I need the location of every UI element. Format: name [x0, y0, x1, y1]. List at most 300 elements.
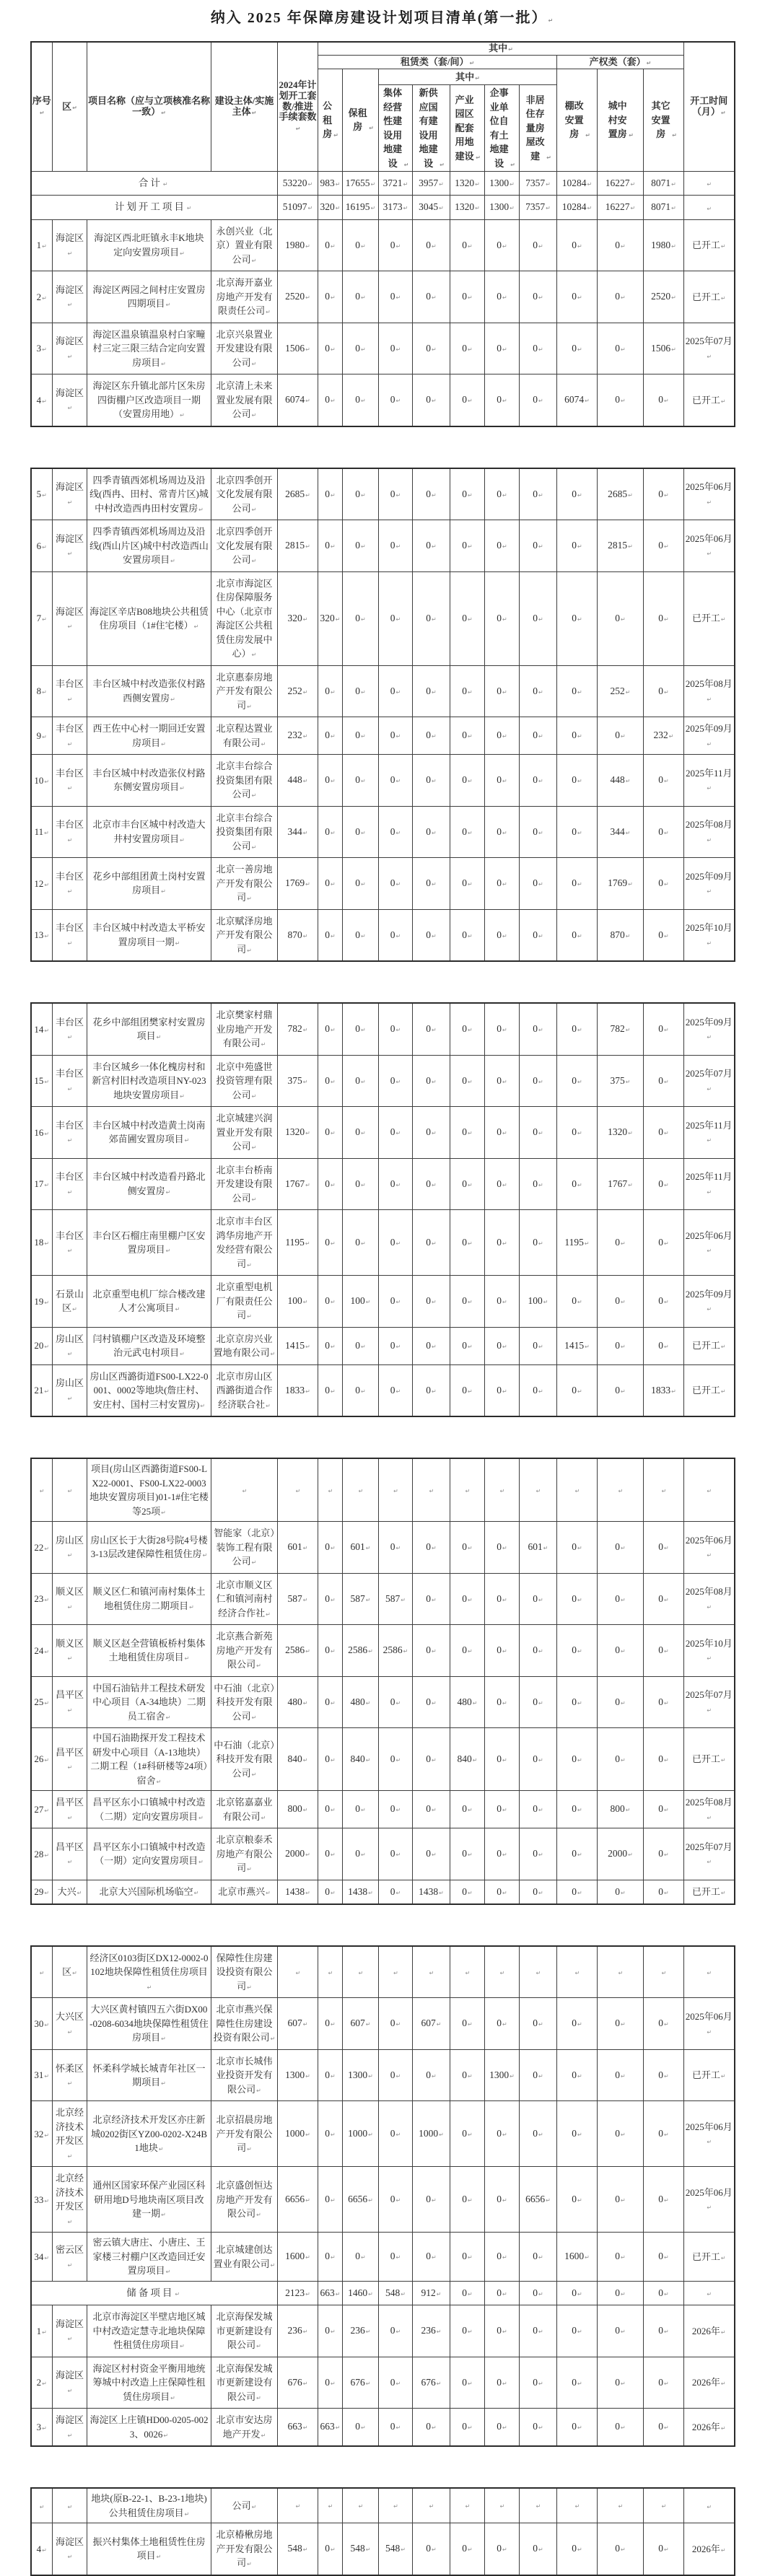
start-time: 2025年06月↵: [684, 1998, 735, 2050]
val-nonresidential-reno: 0↵: [520, 1676, 557, 1728]
val-industrial-park: 0↵: [450, 2167, 485, 2233]
val-affordable-rental: 0↵: [343, 271, 379, 323]
val-industrial-park: 0↵: [450, 520, 485, 572]
paragraph-mark: ↵: [361, 932, 366, 939]
builder-name: 北京市丰台区鸿华房地产开发经营有限公司↵: [211, 1210, 278, 1276]
paragraph-mark: ↵: [671, 1388, 676, 1395]
builder-name: 北京招晨房地产开发有限公司↵: [211, 2101, 278, 2167]
paragraph-mark: ↵: [499, 1969, 505, 1976]
paragraph-mark: ↵: [468, 1807, 473, 1814]
start-time: [684, 2281, 735, 2305]
paragraph-mark: ↵: [156, 2554, 162, 2561]
paragraph-mark: ↵: [621, 294, 626, 302]
paragraph-mark: ↵: [403, 181, 408, 188]
val-new-state-land: 0↵: [413, 909, 450, 961]
val-plan-2024: 870↵: [278, 909, 318, 961]
paragraph-mark: ↵: [295, 2503, 301, 2510]
paragraph-mark: ↵: [468, 1240, 473, 1247]
paragraph-mark: ↵: [305, 1240, 310, 1247]
paragraph-mark: ↵: [361, 778, 366, 785]
paragraph-mark: ↵: [368, 2072, 373, 2080]
val-industrial-park: 1320↵: [450, 196, 485, 219]
paragraph-mark: ↵: [365, 1756, 371, 1764]
paragraph-mark: ↵: [403, 205, 408, 212]
table-row: [31, 1728, 735, 1791]
project-name: 丰台区城中村改造黄土岗南郊苗圃安置房项目↵: [87, 1107, 211, 1159]
paragraph-mark: ↵: [72, 1306, 77, 1313]
start-time: 2025年07月↵: [684, 1828, 735, 1880]
val-enterprise-land: 0↵: [485, 1210, 520, 1276]
table-row: [31, 1573, 735, 1625]
paragraph-mark: ↵: [538, 2132, 543, 2139]
paragraph-mark: ↵: [664, 1181, 669, 1188]
paragraph-mark: ↵: [403, 161, 409, 168]
paragraph-mark: ↵: [395, 1388, 401, 1395]
paragraph-mark: ↵: [668, 733, 674, 740]
builder-name: 北京赋泽房地产开发有限公司↵: [211, 909, 278, 961]
table-row: [31, 2488, 735, 2523]
paragraph-mark: ↵: [499, 1487, 505, 1494]
paragraph-mark: ↵: [261, 2432, 266, 2439]
project-name: 北京经济技术开发区亦庄新城0202街区YZ00-0202-X24B1地块↵: [87, 2101, 211, 2167]
val-new-state-land: 607↵: [413, 1998, 450, 2050]
row-serial: 6↵: [31, 520, 53, 572]
paragraph-mark: ↵: [395, 1852, 401, 1859]
paragraph-mark: ↵: [302, 1699, 308, 1707]
val-collective-land: 3173↵: [379, 196, 413, 219]
val-plan-2024: 840↵: [278, 1728, 318, 1791]
paragraph-mark: ↵: [180, 785, 185, 792]
paragraph-mark: ↵: [468, 2546, 473, 2554]
paragraph-mark: ↵: [335, 205, 341, 212]
val-public-rental: 0↵: [318, 2101, 343, 2167]
paragraph-mark: ↵: [577, 543, 582, 551]
paragraph-mark: ↵: [302, 2329, 308, 2336]
table-row: [31, 1676, 735, 1728]
paragraph-mark: ↵: [621, 1299, 626, 1306]
paragraph-mark: ↵: [468, 1027, 473, 1034]
paragraph-mark: ↵: [468, 2424, 473, 2432]
paragraph-mark: ↵: [625, 1807, 631, 1814]
val-shantytown-resettle: 0↵: [557, 323, 598, 374]
table-row: [31, 271, 735, 323]
paragraph-mark: ↵: [439, 1889, 444, 1896]
val-collective-land: 0↵: [379, 1158, 413, 1210]
val-industrial-park: 0↵: [450, 1880, 485, 1904]
paragraph-mark: ↵: [44, 1700, 50, 1707]
paragraph-mark: ↵: [365, 1299, 371, 1306]
paragraph-mark: ↵: [42, 492, 47, 499]
paragraph-mark: ↵: [395, 932, 401, 939]
val-public-rental: 0↵: [318, 1728, 343, 1791]
project-name: 顺义区赵全营镇板桥村集体土地租赁住房项目↵: [87, 1625, 211, 1677]
val-new-state-land: [413, 1458, 450, 1522]
paragraph-mark: ↵: [707, 1814, 712, 1821]
paragraph-mark: ↵: [251, 1559, 257, 1567]
val-shantytown-resettle: 0↵: [557, 1364, 598, 1416]
paragraph-mark: ↵: [502, 491, 507, 499]
project-name: 中国石油钻井工程技术研发中心项目（A-34地块）二期员工宿舍↵: [87, 1676, 211, 1728]
val-shantytown-resettle: 0↵: [557, 468, 598, 520]
paragraph-mark: ↵: [44, 1344, 50, 1351]
val-enterprise-land: 0↵: [485, 1791, 520, 1828]
paragraph-mark: ↵: [247, 1261, 252, 1269]
val-nonresidential-reno: 0↵: [520, 2409, 557, 2447]
val-other-resettle: 0↵: [644, 2101, 684, 2167]
table-row: [31, 858, 735, 910]
val-affordable-rental: 480↵: [343, 1676, 379, 1728]
row-serial: 7↵: [31, 571, 53, 665]
val-new-state-land: 0↵: [413, 374, 450, 426]
paragraph-mark: ↵: [161, 888, 166, 895]
col-urban-village-resettle: 城中村安置房 ↵: [598, 69, 644, 172]
paragraph-mark: ↵: [538, 1699, 543, 1707]
start-time: 已开工↵: [684, 571, 735, 665]
val-new-state-land: 0↵: [413, 2233, 450, 2282]
paragraph-mark: ↵: [432, 1299, 437, 1306]
paragraph-mark: ↵: [661, 2503, 667, 2510]
val-collective-land: 0↵: [379, 2167, 413, 2233]
val-enterprise-land: 0↵: [485, 1107, 520, 1159]
val-industrial-park: 0↵: [450, 1158, 485, 1210]
paragraph-mark: ↵: [720, 2329, 726, 2336]
paragraph-mark: ↵: [67, 1188, 73, 1196]
val-urban-village-resettle: 0↵: [598, 323, 644, 374]
paragraph-mark: ↵: [538, 346, 543, 353]
paragraph-mark: ↵: [543, 1299, 548, 1306]
paragraph-mark: ↵: [664, 615, 669, 623]
val-shantytown-resettle: 0↵: [557, 1276, 598, 1328]
paragraph-mark: ↵: [468, 1343, 473, 1350]
paragraph-mark: ↵: [67, 1351, 73, 1358]
paragraph-mark: ↵: [335, 2290, 341, 2297]
paragraph-mark: ↵: [361, 242, 366, 250]
project-name: 昌平区东小口镇城中村改造（一期）定向安置房项目↵: [87, 1828, 211, 1880]
val-collective-land: 0↵: [379, 1276, 413, 1328]
paragraph-mark: ↵: [661, 1969, 667, 1976]
val-industrial-park: 0↵: [450, 1573, 485, 1625]
val-new-state-land: [413, 2488, 450, 2523]
val-public-rental: 0↵: [318, 1998, 343, 2050]
paragraph-mark: ↵: [295, 1487, 301, 1494]
val-other-resettle: 0↵: [644, 909, 684, 961]
paragraph-mark: ↵: [465, 1969, 471, 1976]
paragraph-mark: ↵: [707, 2139, 712, 2146]
val-shantytown-resettle: 0↵: [557, 2409, 598, 2447]
builder-name: 北京市海淀区住房保障服务中心（北京市海淀区公共租赁住房发展中心）↵: [211, 571, 278, 665]
paragraph-mark: ↵: [468, 733, 473, 740]
val-plan-2024: 607↵: [278, 1998, 318, 2050]
paragraph-mark: ↵: [625, 688, 631, 696]
paragraph-mark: ↵: [44, 1182, 50, 1189]
paragraph-mark: ↵: [546, 154, 551, 161]
paragraph-mark: ↵: [361, 1343, 366, 1350]
document-body: [0, 41, 765, 2576]
val-nonresidential-reno: 0↵: [520, 520, 557, 572]
paragraph-mark: ↵: [180, 2343, 185, 2350]
paragraph-mark: ↵: [538, 881, 543, 888]
val-nonresidential-reno: 0↵: [520, 1107, 557, 1159]
paragraph-mark: ↵: [331, 1545, 336, 1552]
paragraph-mark: ↵: [44, 1388, 50, 1396]
builder-name: 北京京房兴业置地有限公司↵: [211, 1327, 278, 1364]
val-plan-2024: 375↵: [278, 1055, 318, 1107]
project-name: 花乡中部组团樊家村安置房项目↵: [87, 1003, 211, 1055]
table-row: [31, 1946, 735, 1998]
paragraph-mark: ↵: [628, 1852, 633, 1859]
paragraph-mark: ↵: [251, 1771, 257, 1778]
paragraph-mark: ↵: [361, 294, 366, 302]
table-segment-4: [30, 1458, 735, 1905]
paragraph-mark: ↵: [664, 881, 669, 888]
project-name: 花乡中部组团黄土岗村安置房项目↵: [87, 858, 211, 910]
paragraph-mark: ↵: [468, 881, 473, 888]
paragraph-mark: ↵: [436, 2290, 442, 2297]
paragraph-mark: ↵: [538, 2546, 543, 2554]
paragraph-mark: ↵: [502, 242, 507, 250]
paragraph-mark: ↵: [302, 1596, 308, 1603]
val-enterprise-land: [485, 2488, 520, 2523]
paragraph-mark: ↵: [331, 2197, 336, 2204]
builder-name: 中石油（北京）科技开发有限公司↵: [211, 1676, 278, 1728]
paragraph-mark: ↵: [395, 778, 401, 785]
table-row: [31, 2305, 735, 2357]
val-nonresidential-reno: 0↵: [520, 858, 557, 910]
paragraph-mark: ↵: [305, 1889, 310, 1896]
val-other-resettle: 1980↵: [644, 219, 684, 271]
paragraph-mark: ↵: [432, 543, 437, 551]
project-name: 密云镇大唐庄、小唐庄、王家楼三村棚户区改造回迁安置房项目↵: [87, 2233, 211, 2282]
col-start-time: 开工时间（月）↵: [684, 42, 735, 172]
row-serial: 3↵: [31, 323, 53, 374]
val-urban-village-resettle: 0↵: [598, 219, 644, 271]
val-affordable-rental: 0↵: [343, 468, 379, 520]
paragraph-mark: ↵: [546, 181, 551, 188]
val-plan-2024: 320↵: [278, 571, 318, 665]
paragraph-mark: ↵: [331, 398, 336, 405]
val-other-resettle: 0↵: [644, 858, 684, 910]
start-time: 2025年10月↵: [684, 1625, 735, 1677]
val-public-rental: 983↵: [318, 172, 343, 196]
paragraph-mark: ↵: [39, 110, 45, 117]
row-district: [53, 1458, 87, 1522]
paragraph-mark: ↵: [577, 1130, 582, 1137]
paragraph-mark: ↵: [432, 1596, 437, 1603]
paragraph-mark: ↵: [468, 1889, 473, 1896]
project-name: 中国石油勘探开发工程技术研发中心项目（A-13地块）二期工程（1#科研楼等24项）宿舍↵: [87, 1728, 211, 1791]
val-shantytown-resettle: 0↵: [557, 2357, 598, 2409]
paragraph-mark: ↵: [546, 2197, 551, 2204]
val-plan-2024: 344↵: [278, 806, 318, 858]
val-collective-land: 2586↵: [379, 1625, 413, 1677]
builder-name: 北京海保发城市更新建设有限公司↵: [211, 2357, 278, 2409]
val-urban-village-resettle: 0↵: [598, 2305, 644, 2357]
project-name: 四季青镇西郊机场周边及沿线(西冉、田村、常青片区)城中村改造西冉田村安置房↵: [87, 468, 211, 520]
paragraph-mark: ↵: [538, 615, 543, 623]
paragraph-mark: ↵: [67, 1707, 73, 1714]
paragraph-mark: ↵: [664, 2254, 669, 2261]
paragraph-mark: ↵: [468, 1388, 473, 1395]
table-row: [31, 468, 735, 520]
paragraph-mark: ↵: [395, 1889, 401, 1896]
paragraph-mark: ↵: [476, 154, 481, 161]
paragraph-mark: ↵: [395, 242, 401, 250]
paragraph-mark: ↵: [664, 2290, 669, 2297]
row-district: 海淀区↵: [53, 2305, 87, 2357]
paragraph-mark: ↵: [361, 1181, 366, 1188]
row-serial: 5↵: [31, 468, 53, 520]
paragraph-mark: ↵: [664, 1807, 669, 1814]
val-plan-2024: 1438↵: [278, 1880, 318, 1904]
paragraph-mark: ↵: [538, 1648, 543, 1655]
builder-name: 北京重型电机厂有限责任公司↵: [211, 1276, 278, 1328]
paragraph-mark: ↵: [67, 623, 73, 631]
val-shantytown-resettle: 0↵: [557, 717, 598, 755]
paragraph-mark: ↵: [510, 2072, 515, 2080]
val-nonresidential-reno: 6656↵: [520, 2167, 557, 2233]
paragraph-mark: ↵: [707, 1552, 712, 1559]
paragraph-mark: ↵: [186, 205, 194, 212]
val-shantytown-resettle: 0↵: [557, 2101, 598, 2167]
paragraph-mark: ↵: [707, 1603, 712, 1611]
start-time: 2026年↵: [684, 2523, 735, 2575]
table-row: [31, 2409, 735, 2447]
val-new-state-land: 3045↵: [413, 196, 450, 219]
val-plan-2024: 1980↵: [278, 219, 318, 271]
paragraph-mark: ↵: [361, 543, 366, 551]
start-time: [684, 196, 735, 219]
paragraph-mark: ↵: [161, 360, 166, 367]
start-time: 2026年↵: [684, 2305, 735, 2357]
val-nonresidential-reno: 0↵: [520, 374, 557, 426]
paragraph-mark: ↵: [502, 1545, 507, 1552]
row-serial: 21↵: [31, 1364, 53, 1416]
val-public-rental: 0↵: [318, 717, 343, 755]
val-enterprise-land: 0↵: [485, 665, 520, 717]
paragraph-mark: ↵: [618, 1969, 624, 1976]
table-row: [31, 520, 735, 572]
val-industrial-park: 0↵: [450, 2233, 485, 2282]
paragraph-mark: ↵: [621, 2072, 626, 2080]
val-new-state-land: 1438↵: [413, 1880, 450, 1904]
row-serial: 8↵: [31, 665, 53, 717]
paragraph-mark: ↵: [67, 2554, 73, 2561]
paragraph-mark: ↵: [621, 2197, 626, 2204]
paragraph-mark: ↵: [335, 181, 341, 188]
project-name: 丰台区城乡一体化槐房村和新宫村旧村改造项目NY-023地块安置房项目↵: [87, 1055, 211, 1107]
val-nonresidential-reno: 0↵: [520, 2357, 557, 2409]
paragraph-mark: ↵: [305, 2132, 310, 2139]
val-other-resettle: 0↵: [644, 1522, 684, 1574]
val-collective-land: 0↵: [379, 755, 413, 807]
paragraph-mark: ↵: [577, 1807, 582, 1814]
paragraph-mark: ↵: [42, 2329, 47, 2336]
paragraph-mark: ↵: [577, 2132, 582, 2139]
project-name: 昌平区东小口镇城中村改造（二期）定向安置房项目↵: [87, 1791, 211, 1828]
val-urban-village-resettle: 0↵: [598, 1625, 644, 1677]
paragraph-mark: ↵: [256, 2087, 261, 2094]
val-nonresidential-reno: 0↵: [520, 1728, 557, 1791]
paragraph-mark: ↵: [44, 1545, 50, 1552]
row-serial: 4↵: [31, 374, 53, 426]
paragraph-mark: ↵: [432, 1343, 437, 1350]
paragraph-mark: ↵: [67, 2028, 73, 2036]
val-nonresidential-reno: 0↵: [520, 1998, 557, 2050]
project-name: 海淀区温泉镇温泉村白家疃村三定三限三结合定向安置房项目↵: [87, 323, 211, 374]
paragraph-mark: ↵: [621, 2254, 626, 2261]
val-affordable-rental: 0↵: [343, 2409, 379, 2447]
val-other-resettle: 0↵: [644, 520, 684, 572]
table-row: [31, 1364, 735, 1416]
table-row: [31, 1055, 735, 1107]
val-collective-land: 0↵: [379, 374, 413, 426]
project-name: 怀柔科学城长城青年社区一期项目↵: [87, 2049, 211, 2101]
row-district: 海淀区↵: [53, 2409, 87, 2447]
val-affordable-rental: 6656↵: [343, 2167, 379, 2233]
val-public-rental: 320↵: [318, 571, 343, 665]
paragraph-mark: ↵: [499, 2503, 505, 2510]
val-urban-village-resettle: 0↵: [598, 2357, 644, 2409]
paragraph-mark: ↵: [42, 294, 47, 302]
paragraph-mark: ↵: [247, 2146, 252, 2153]
paragraph-mark: ↵: [538, 2329, 543, 2336]
table-segment-5: [30, 1945, 735, 2447]
val-industrial-park: 0↵: [450, 1522, 485, 1574]
val-public-rental: 0↵: [318, 2523, 343, 2575]
val-shantytown-resettle: 0↵: [557, 1158, 598, 1210]
paragraph-mark: ↵: [44, 1597, 50, 1604]
paragraph-mark: ↵: [261, 740, 266, 748]
paragraph-mark: ↵: [395, 1699, 401, 1707]
paragraph-mark: ↵: [468, 1852, 473, 1859]
builder-name: 北京四季创开文化发展有限公司↵: [211, 520, 278, 572]
paragraph-mark: ↵: [468, 1545, 473, 1552]
group-among: 其中↵: [318, 42, 684, 55]
val-plan-2024: 480↵: [278, 1676, 318, 1728]
paragraph-mark: ↵: [621, 1388, 626, 1395]
paragraph-mark: ↵: [305, 242, 310, 250]
paragraph-mark: ↵: [538, 543, 543, 551]
val-industrial-park: 0↵: [450, 1003, 485, 1055]
paragraph-mark: ↵: [502, 2132, 507, 2139]
paragraph-mark: ↵: [42, 543, 47, 551]
val-urban-village-resettle: 0↵: [598, 1573, 644, 1625]
paragraph-mark: ↵: [395, 1240, 401, 1247]
table-row: [31, 909, 735, 961]
val-new-state-land: 0↵: [413, 271, 450, 323]
project-name: 顺义区仁和镇河南村集体土地租赁住房二期项目↵: [87, 1573, 211, 1625]
start-time: 2025年07月↵: [684, 1676, 735, 1728]
val-collective-land: 0↵: [379, 2049, 413, 2101]
paragraph-mark: ↵: [395, 491, 401, 499]
val-new-state-land: 0↵: [413, 1828, 450, 1880]
val-shantytown-resettle: 0↵: [557, 1880, 598, 1904]
paragraph-mark: ↵: [577, 688, 582, 696]
val-enterprise-land: 0↵: [485, 2281, 520, 2305]
row-district: 大兴区↵: [53, 1998, 87, 2050]
paragraph-mark: ↵: [664, 1756, 669, 1764]
val-public-rental: 0↵: [318, 755, 343, 807]
paragraph-mark: ↵: [707, 785, 712, 792]
summary-row: [31, 2281, 735, 2305]
paragraph-mark: ↵: [538, 1756, 543, 1764]
project-name: 丰台区城中村改造张仪村路东侧安置房项目↵: [87, 755, 211, 807]
builder-name: 北京城建兴润置业开发有限公司↵: [211, 1107, 278, 1159]
paragraph-mark: ↵: [251, 1144, 257, 1152]
paragraph-mark: ↵: [664, 491, 669, 499]
val-nonresidential-reno: 601↵: [520, 1522, 557, 1574]
val-shantytown-resettle: 0↵: [557, 1573, 598, 1625]
